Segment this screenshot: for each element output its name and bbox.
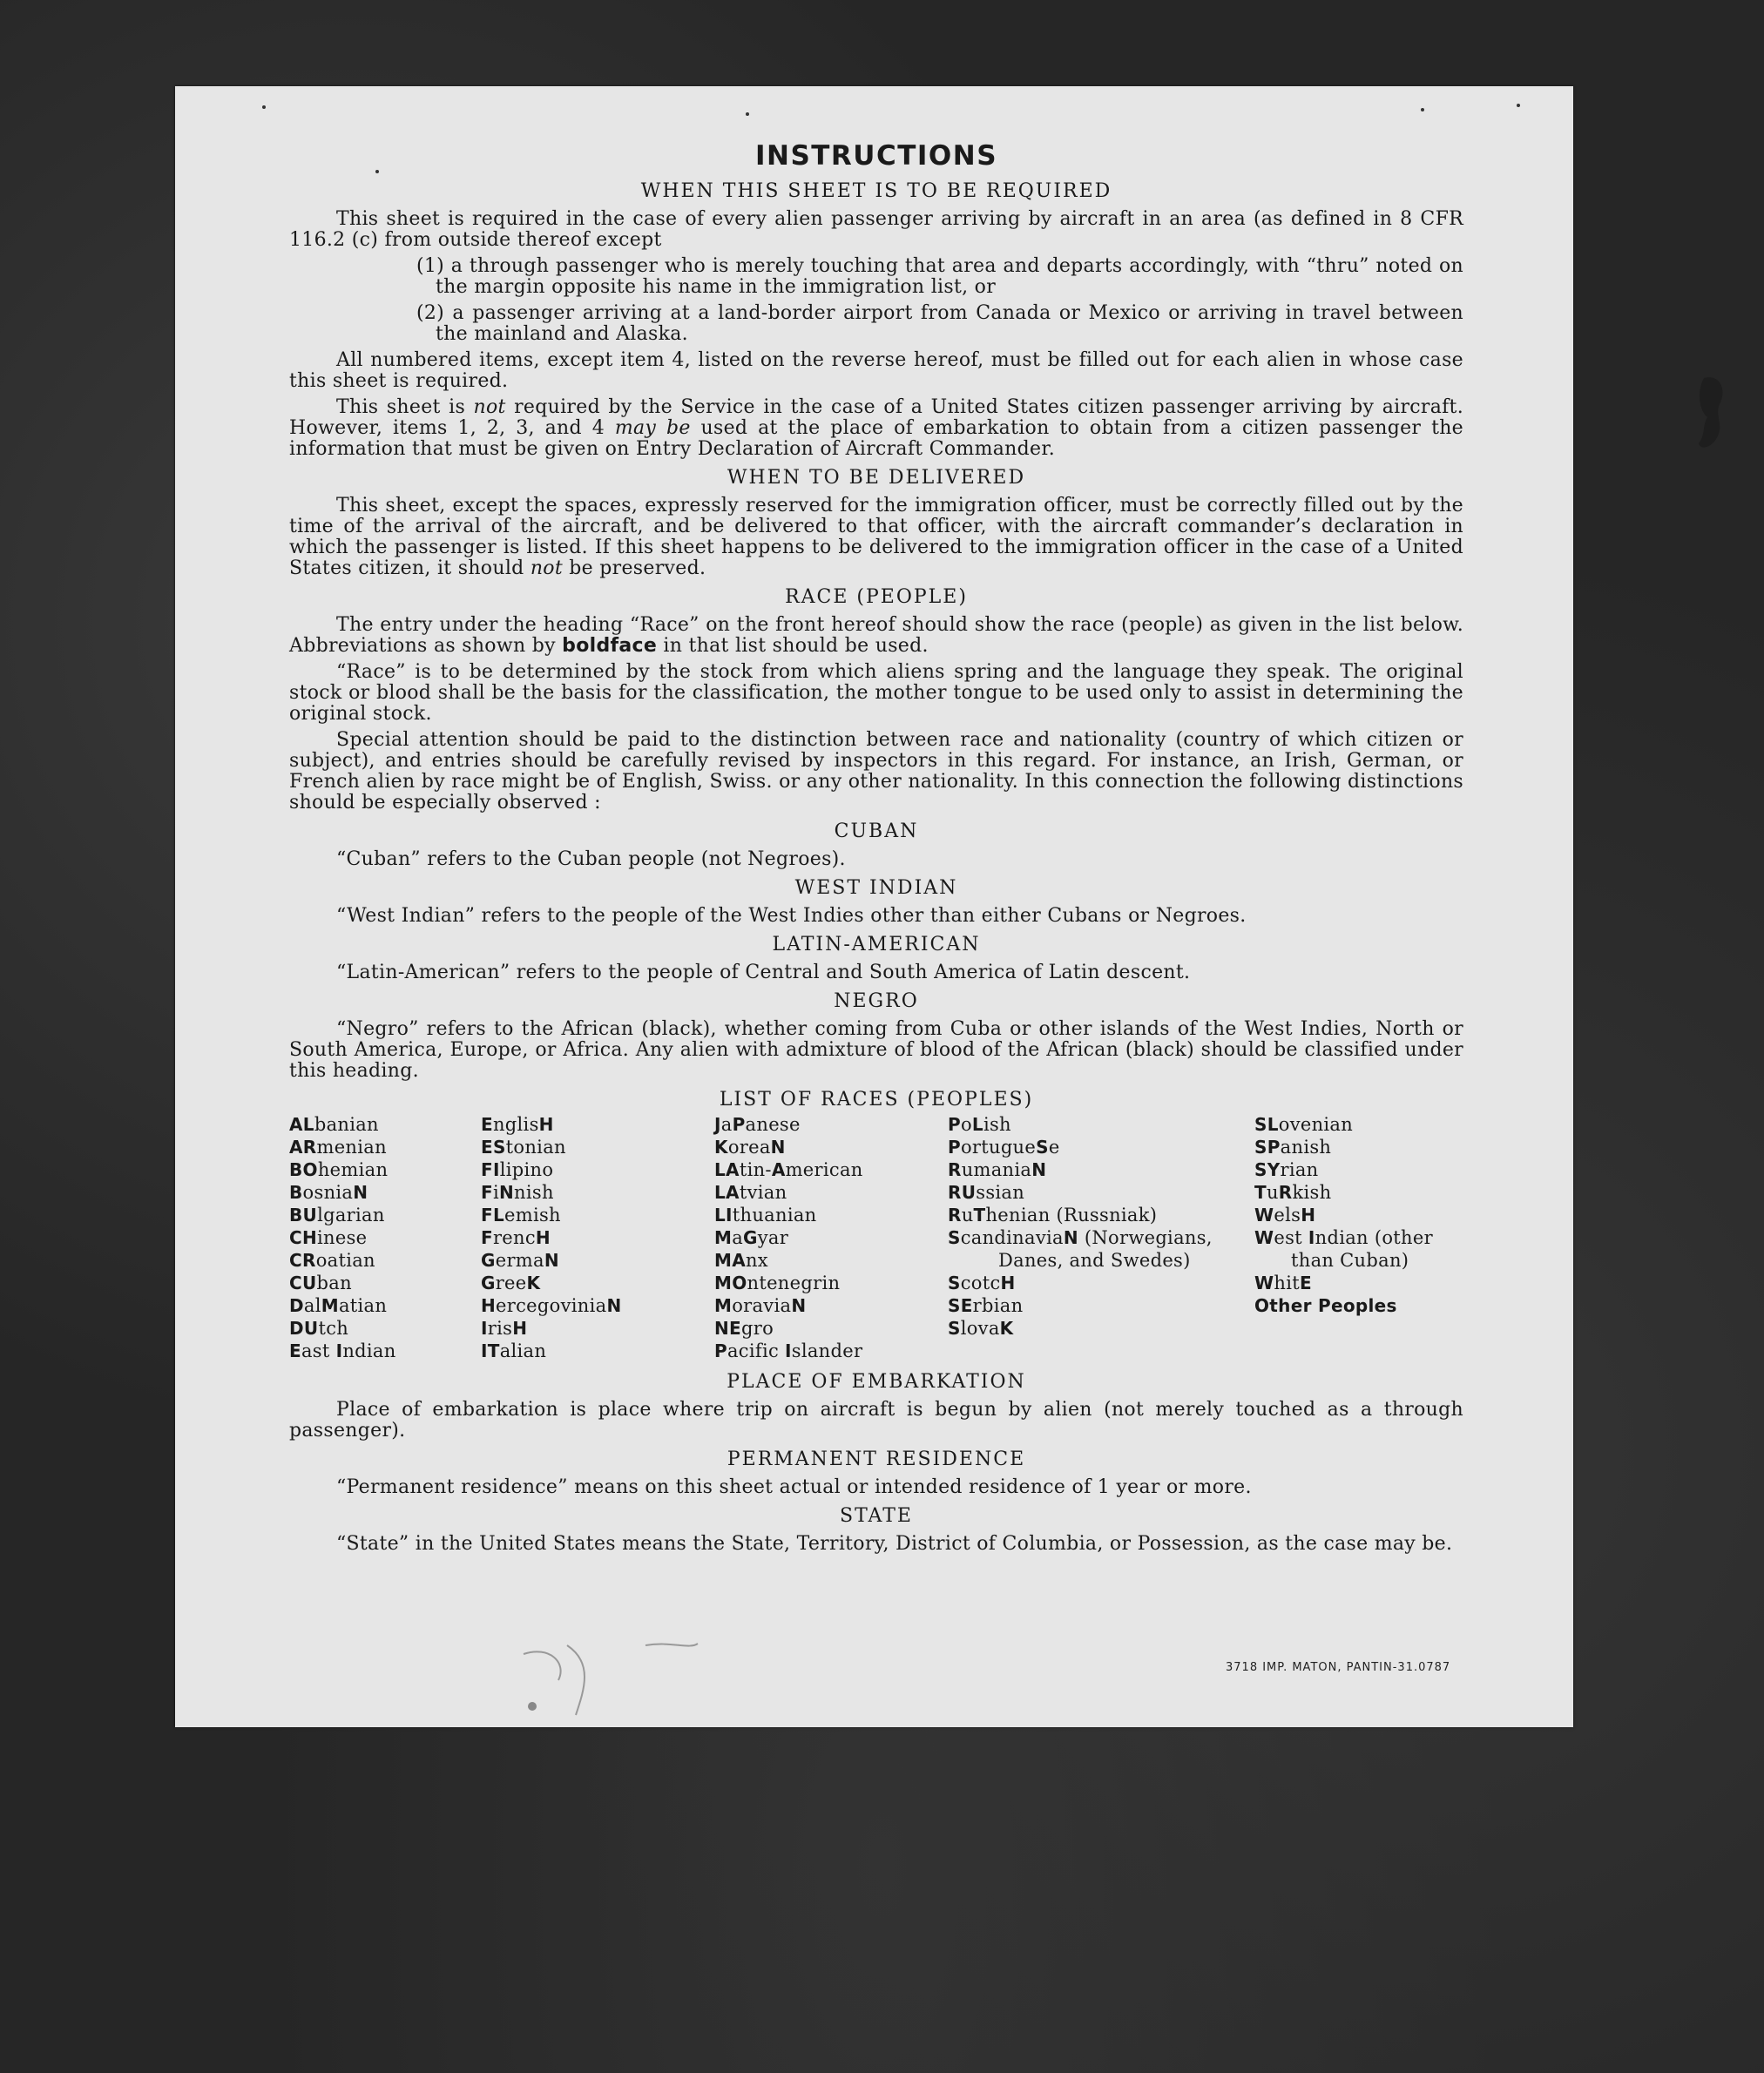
race-entry: DalMatian <box>289 1295 388 1316</box>
latin-american-text: “Latin-American” refers to the people of Central and South America of Latin descent. <box>336 962 1191 983</box>
negro-text: “Negro” refers to the African (black), whether coming from Cuba or other islands of the West Indies, North or South America, Europe, or Africa. Any alien with admixture of blood of the African (black) should be classified under this heading. <box>289 1018 1463 1082</box>
required-p3-a: This sheet is <box>336 396 474 418</box>
race-entry: SPanish <box>1254 1137 1332 1158</box>
required-p3-c: used at the place of embarkation to obtain from a citizen passenger the information that must be given on Entry Declaration of Aircraft Commander. <box>289 417 1463 460</box>
race-entry: ScandinaviaN (Norwegians, Danes, and Swedes) <box>948 1227 1213 1271</box>
heading-list-of-races: LIST OF RACES (PEOPLES) <box>719 1089 1034 1111</box>
race-entry: SLovenian <box>1254 1114 1354 1135</box>
race-entry: SErbian <box>948 1295 1024 1316</box>
race-entry: CHinese <box>289 1227 368 1248</box>
delivered-p1-not: not <box>530 557 563 579</box>
required-paragraph-3 <box>289 397 1463 460</box>
races-column-2 <box>481 1113 714 1362</box>
sheet-content <box>289 140 1463 1560</box>
delivered-p1-b: be preserved. <box>562 557 706 579</box>
required-paragraph-2: All numbered items, except item 4, listed on the reverse hereof, must be filled out for each alien in whose case this sheet is required. <box>289 349 1463 392</box>
race-entry: ITalian <box>481 1340 547 1361</box>
race-p1-boldface: boldface <box>562 635 658 657</box>
race-entry: Pacific Islander <box>714 1340 863 1361</box>
race-entry: Other Peoples <box>1254 1295 1397 1316</box>
printer-code: 3718 IMP. MATON, PANTIN-31.0787 <box>1226 1661 1451 1674</box>
race-entry: MoraviaN <box>714 1295 807 1316</box>
race-entry: SYrian <box>1254 1159 1319 1180</box>
races-column-3 <box>714 1113 948 1362</box>
heading-permanent-residence: PERMANENT RESIDENCE <box>727 1448 1026 1470</box>
race-entry: PortugueSe <box>948 1137 1060 1158</box>
race-entry: East Indian <box>289 1340 396 1361</box>
race-entry: SlovaK <box>948 1318 1014 1339</box>
race-entry: RumaniaN <box>948 1159 1047 1180</box>
state-text: “State” in the United States means the State, Territory, District of Columbia, or Possession, as the case may be. <box>336 1533 1453 1555</box>
race-entry: West Indian (other than Cuban) <box>1254 1227 1433 1271</box>
race-paragraph-2: “Race” is to be determined by the stock from which aliens spring and the language they speak. The original stock or blood shall be the basis for the classification, the mother tongue to be used only to assist in determining the original stock. <box>289 661 1463 725</box>
race-entry: LAtvian <box>714 1182 787 1203</box>
race-entry: BOhemian <box>289 1159 389 1180</box>
required-p3-maybe: may be <box>614 417 691 439</box>
dust-speck <box>262 105 266 109</box>
race-p1-b: in that list should be used. <box>657 635 929 657</box>
residence-text: “Permanent residence” means on this sheet actual or intended residence of 1 year or more. <box>336 1476 1252 1498</box>
required-p3-not: not <box>473 396 506 418</box>
heading-negro: NEGRO <box>834 990 919 1012</box>
race-entry: BUlgarian <box>289 1205 385 1226</box>
heading-cuban: CUBAN <box>834 820 919 842</box>
race-entry: HercegoviniaN <box>481 1295 622 1316</box>
race-entry: GermaN <box>481 1250 559 1271</box>
embarkation-text: Place of embarkation is place where trip on aircraft is begun by alien (not merely touched as a through passenger). <box>289 1399 1463 1442</box>
instruction-sheet <box>175 86 1573 1727</box>
required-p3-b: required by the Service in the case of a United States citizen passenger arriving by aircraft. However, items 1, 2, 3, and 4 <box>289 396 1463 439</box>
race-entry: RuThenian (Russniak) <box>948 1205 1158 1226</box>
required-p1-text: This sheet is required in the case of every alien passenger arriving by aircraft in an area (as defined in 8 CFR 116.2 (c) from outside thereof except <box>289 208 1463 251</box>
dust-speck <box>1421 108 1424 111</box>
exception-item-2: (2) a passenger arriving at a land-border airport from Canada or Mexico or arriving in travel between the mainland and Alaska. <box>416 302 1463 345</box>
race-entry: KoreaN <box>714 1137 786 1158</box>
race-entry: LAtin-American <box>714 1159 863 1180</box>
race-entry: RUssian <box>948 1182 1025 1203</box>
race-entry: EStonian <box>481 1137 566 1158</box>
races-column-5 <box>1254 1113 1463 1362</box>
race-paragraph-3: Special attention should be paid to the distinction between race and nationality (country of which citizen or subject), and entries should be carefully revised by inspectors in this regard. For instance, an Irish, German, or French alien by race might be of English, Swiss. or any other nationality. In this connection the following distinctions should be especially observed : <box>289 729 1463 814</box>
races-column-4 <box>948 1113 1254 1362</box>
paper-scuff <box>515 1637 706 1724</box>
heading-state: STATE <box>840 1505 913 1527</box>
race-entry: MAnx <box>714 1250 768 1271</box>
race-entry: IrisH <box>481 1318 528 1339</box>
page-title: INSTRUCTIONS <box>754 140 998 172</box>
race-entry: JaPanese <box>714 1114 801 1135</box>
heading-latin-american: LATIN-AMERICAN <box>772 934 981 955</box>
race-entry: FLemish <box>481 1205 561 1226</box>
race-entry: BosniaN <box>289 1182 368 1203</box>
race-entry: WhitE <box>1254 1273 1312 1293</box>
race-entry: CUban <box>289 1273 352 1293</box>
race-entry: MaGyar <box>714 1227 789 1248</box>
race-entry: EnglisH <box>481 1114 554 1135</box>
heading-race: RACE (PEOPLE) <box>785 586 968 608</box>
dust-speck <box>375 170 379 173</box>
race-entry: NEgro <box>714 1318 774 1339</box>
race-entry: PoLish <box>948 1114 1011 1135</box>
race-entry: ScotcH <box>948 1273 1016 1293</box>
race-entry: ALbanian <box>289 1114 379 1135</box>
race-entry: GreeK <box>481 1273 541 1293</box>
heading-embarkation: PLACE OF EMBARKATION <box>727 1371 1026 1393</box>
dust-speck <box>746 112 749 116</box>
race-p1-a: The entry under the heading “Race” on the front hereof should show the race (people) as given in the list below. Abbreviations as shown by <box>289 614 1463 657</box>
dust-speck <box>1517 104 1520 107</box>
west-indian-text: “West Indian” refers to the people of the West Indies other than either Cubans or Negroes. <box>336 905 1247 927</box>
races-column-1 <box>289 1113 481 1362</box>
race-paragraph-1 <box>289 615 1463 657</box>
required-paragraph-1 <box>289 209 1463 251</box>
ink-smudge <box>1695 374 1728 452</box>
race-entry: FiNnish <box>481 1182 554 1203</box>
race-entry: TuRkish <box>1254 1182 1332 1203</box>
heading-delivered: WHEN TO BE DELIVERED <box>727 467 1026 489</box>
race-entry: ARmenian <box>289 1137 387 1158</box>
race-entry: MOntenegrin <box>714 1273 841 1293</box>
exception-item-1: (1) a through passenger who is merely touching that area and departs accordingly, with “thru” noted on the margin opposite his name in the immigration list, or <box>416 255 1463 298</box>
race-entry: FrencH <box>481 1227 551 1248</box>
race-entry: LIthuanian <box>714 1205 817 1226</box>
heading-required: WHEN THIS SHEET IS TO BE REQUIRED <box>640 180 1112 202</box>
race-entry: WelsH <box>1254 1205 1316 1226</box>
delivered-paragraph <box>289 496 1463 579</box>
race-entry: DUtch <box>289 1318 349 1339</box>
heading-west-indian: WEST INDIAN <box>794 877 958 899</box>
race-entry: FIlipino <box>481 1159 554 1180</box>
delivered-p1-a: This sheet, except the spaces, expressly reserved for the immigration officer, must be correctly filled out by the time of the arrival of the aircraft, and be delivered to that officer, with the aircraft commander’s declaration in which the passenger is listed. If this sheet happens to be delivered to the immigration officer in the case of a United States citizen, it should <box>289 495 1463 579</box>
cuban-text: “Cuban” refers to the Cuban people (not Negroes). <box>336 848 846 870</box>
races-list <box>289 1113 1463 1362</box>
race-entry: CRoatian <box>289 1250 375 1271</box>
